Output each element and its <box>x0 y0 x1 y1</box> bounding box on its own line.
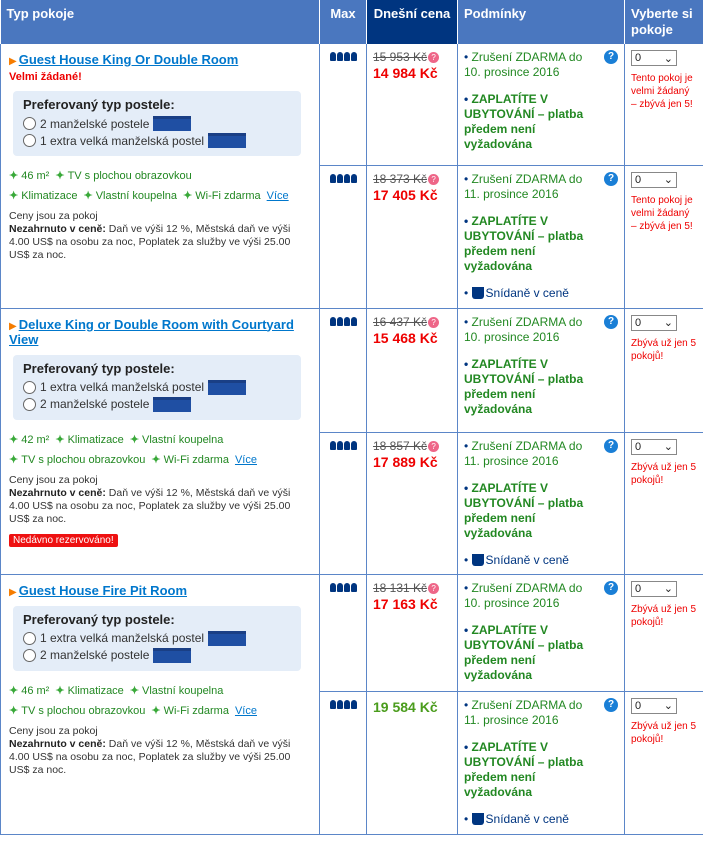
select-cell <box>625 691 703 834</box>
table-row <box>1 44 703 165</box>
room-quantity-select[interactable]: 0 ⌄ <box>631 50 677 66</box>
bed-preference-box <box>13 355 301 420</box>
rooms-left-text: Zbývá už jen 5 pokojů! <box>631 461 697 486</box>
radio-button[interactable] <box>23 134 36 147</box>
bed-option-label: 1 extra velká manželská postel <box>40 631 205 645</box>
facility-icon: ✦ <box>55 684 65 697</box>
facility-label: Wi-Fi zdarma <box>163 704 229 717</box>
old-price: 18 857 Kč <box>373 438 428 453</box>
facility-label: Klimatizace <box>67 433 124 446</box>
facility-icon: ✦ <box>151 453 161 466</box>
excluded-label: Nezahrnuto v ceně: <box>9 223 106 235</box>
rooms-left-text: Tento pokoj je velmi žádaný – zbývá jen 5! <box>631 194 693 232</box>
facility-label: TV s plochou obrazovkou <box>21 453 146 466</box>
facility-icon: ✦ <box>55 433 65 446</box>
room-name-link[interactable]: Deluxe King or Double Room with Courtyard View <box>9 316 294 347</box>
radio-button[interactable] <box>23 649 36 662</box>
cancellation-text: • Zrušení ZDARMA do 10. prosince 2016 <box>464 50 583 79</box>
current-price: 14 984 Kč <box>373 65 438 81</box>
occupancy-icon <box>326 315 360 326</box>
conditions-cell <box>458 44 625 165</box>
help-icon[interactable]: ? <box>604 315 618 329</box>
price-note-line: Ceny jsou za pokoj <box>9 724 98 737</box>
pay-at-property-text: • ZAPLATÍTE V UBYTOVÁNÍ – platba předem není vyžadována <box>464 739 584 799</box>
facility-icon: ✦ <box>55 170 65 182</box>
bed-option-label: 2 manželské postele <box>40 397 150 411</box>
bed-option-label: 2 manželské postele <box>40 648 150 662</box>
pay-at-property-text: • ZAPLATÍTE V UBYTOVÁNÍ – platba předem není vyžadována <box>464 480 584 540</box>
bed-option[interactable] <box>23 397 291 412</box>
coffee-cup-icon <box>472 287 484 299</box>
facility-icon: ✦ <box>83 190 93 202</box>
facilities <box>9 166 313 206</box>
conditions-cell <box>458 574 625 691</box>
bed-preference-title: Preferovaný typ postele: <box>23 360 175 376</box>
price-note <box>9 725 313 777</box>
bed-icon <box>208 631 246 646</box>
pay-at-property-text: • ZAPLATÍTE V UBYTOVÁNÍ – platba předem není vyžadována <box>464 622 584 682</box>
radio-button[interactable] <box>23 381 36 394</box>
facility-icon: ✦ <box>9 170 19 182</box>
bed-option[interactable] <box>23 648 291 663</box>
price-cell <box>367 308 458 432</box>
header-price: Dnešní cena <box>367 0 458 44</box>
occupancy-icon <box>326 172 360 183</box>
chevron-down-icon: ⌄ <box>663 700 673 712</box>
info-icon[interactable]: ? <box>428 317 439 328</box>
price-note-line: Ceny jsou za pokoj <box>9 210 98 222</box>
radio-button[interactable] <box>23 398 36 411</box>
facility-label: Vlastní koupelna <box>142 433 224 446</box>
facility-item <box>9 170 49 182</box>
max-occupancy-cell <box>320 308 367 432</box>
facility-item <box>9 434 49 446</box>
facility-icon: ✦ <box>183 190 193 202</box>
cancellation-text: • Zrušení ZDARMA do 11. prosince 2016 <box>464 697 583 727</box>
current-price: 19 584 Kč <box>373 698 438 715</box>
facility-item <box>183 190 261 202</box>
max-occupancy-cell <box>320 44 367 165</box>
header-max: Max <box>320 0 367 44</box>
bed-preference-title: Preferovaný typ postele: <box>23 611 175 627</box>
chevron-down-icon: ⌄ <box>663 52 673 65</box>
pay-at-property-text: • ZAPLATÍTE V UBYTOVÁNÍ – platba předem není vyžadována <box>464 213 584 273</box>
bed-option[interactable] <box>23 133 291 148</box>
info-icon[interactable]: ? <box>428 52 439 63</box>
select-cell <box>625 308 703 432</box>
room-type-cell <box>1 308 320 574</box>
cancellation-text: • Zrušení ZDARMA do 10. prosince 2016 <box>464 580 583 610</box>
bed-option-label: 1 extra velká manželská postel <box>40 133 205 148</box>
current-price: 17 889 Kč <box>373 453 438 470</box>
bed-icon <box>208 133 246 148</box>
excluded-text: Daň ve výši 12 %, Městská daň ve výši 4.00 US$ na osobu za noc, Poplatek za služby ve výši 25.00 US$ za noc. <box>9 737 291 776</box>
occupancy-icon <box>326 581 360 592</box>
max-occupancy-cell <box>320 432 367 574</box>
facility-label: Klimatizace <box>21 190 78 202</box>
old-price: 18 373 Kč <box>373 171 428 186</box>
excluded-label: Nezahrnuto v ceně: <box>9 486 106 499</box>
excluded-text: Daň ve výši 12 %, Městská daň ve výši 4.00 US$ na osobu za noc, Poplatek za služby ve výši 25.00 US$ za noc. <box>9 223 291 261</box>
facility-item <box>55 434 123 446</box>
facility-icon: ✦ <box>129 433 140 446</box>
pay-at-property-text: • ZAPLATÍTE V UBYTOVÁNÍ – platba předem není vyžadována <box>464 92 584 151</box>
price-cell <box>367 691 458 834</box>
price-cell <box>367 165 458 308</box>
info-icon[interactable]: ? <box>428 174 439 185</box>
select-cell <box>625 165 703 308</box>
price-note <box>9 210 313 262</box>
facility-label: 46 m² <box>21 170 50 182</box>
cancellation-text: • Zrušení ZDARMA do 10. prosince 2016 <box>464 314 583 344</box>
facility-item <box>9 685 49 697</box>
facility-icon: ✦ <box>9 453 19 466</box>
facility-icon: ✦ <box>151 704 161 717</box>
facilities <box>9 681 313 721</box>
facility-item <box>55 170 191 182</box>
facility-label: TV s plochou obrazovkou <box>21 704 146 717</box>
current-price: 17 405 Kč <box>373 186 438 203</box>
rooms-left-text: Zbývá už jen 5 pokojů! <box>631 720 697 745</box>
cancellation-text: • Zrušení ZDARMA do 11. prosince 2016 <box>464 438 583 468</box>
chevron-down-icon: ⌄ <box>663 174 673 186</box>
facility-item <box>9 705 145 717</box>
cancellation-text: • Zrušení ZDARMA do 11. prosince 2016 <box>464 171 583 201</box>
chevron-down-icon: ⌄ <box>663 441 673 453</box>
facility-icon: ✦ <box>9 704 19 717</box>
help-icon[interactable]: ? <box>604 50 618 64</box>
bed-preference-box <box>13 606 301 671</box>
more-link[interactable]: Více <box>266 190 289 202</box>
help-icon[interactable]: ? <box>604 439 618 453</box>
conditions-cell <box>458 165 625 308</box>
info-icon[interactable]: ? <box>428 583 439 594</box>
header-conditions: Podmínky <box>458 0 625 44</box>
facility-label: TV s plochou obrazovkou <box>67 170 192 182</box>
bed-icon <box>153 397 191 412</box>
help-icon[interactable]: ? <box>604 698 618 712</box>
conditions-cell <box>458 691 625 834</box>
old-price: 18 131 Kč <box>373 580 428 595</box>
info-icon[interactable]: ? <box>428 441 439 452</box>
old-price: 15 953 Kč <box>373 50 428 64</box>
coffee-cup-icon <box>472 554 484 566</box>
facility-item <box>130 685 224 697</box>
room-quantity-select[interactable]: 0 ⌄ <box>631 581 677 597</box>
rooms-left-text: Zbývá už jen 5 pokojů! <box>631 603 697 628</box>
room-quantity-select[interactable]: 0 ⌄ <box>631 439 677 455</box>
price-cell <box>367 574 458 691</box>
select-cell <box>625 574 703 691</box>
max-occupancy-cell <box>320 165 367 308</box>
excluded-label: Nezahrnuto v ceně: <box>9 737 106 750</box>
occupancy-icon <box>326 698 360 709</box>
max-occupancy-cell <box>320 691 367 834</box>
price-note-line: Ceny jsou za pokoj <box>9 473 98 486</box>
room-quantity-select[interactable]: 0 ⌄ <box>631 698 677 714</box>
arrow-icon: ▶ <box>9 586 17 598</box>
breakfast-included: • Snídaně v ceně <box>464 285 569 300</box>
bed-icon <box>153 648 191 663</box>
radio-button[interactable] <box>23 632 36 645</box>
facility-label: Klimatizace <box>67 684 124 697</box>
pay-at-property-text: • ZAPLATÍTE V UBYTOVÁNÍ – platba předem není vyžadována <box>464 356 584 416</box>
max-occupancy-cell <box>320 574 367 691</box>
facility-label: Vlastní koupelna <box>95 190 178 202</box>
facility-icon: ✦ <box>9 433 19 446</box>
facilities <box>9 430 313 470</box>
facility-label: Vlastní koupelna <box>142 684 224 697</box>
chevron-down-icon: ⌄ <box>663 317 673 329</box>
breakfast-included: • Snídaně v ceně <box>464 552 569 567</box>
help-icon[interactable]: ? <box>604 172 618 186</box>
rooms-left-text: Tento pokoj je velmi žádaný – zbývá jen 5! <box>631 73 693 110</box>
rooms-left-text: Zbývá už jen 5 pokojů! <box>631 337 697 362</box>
facility-item <box>151 705 229 717</box>
bed-option[interactable] <box>23 380 291 395</box>
facility-item <box>9 454 145 466</box>
facility-label: Wi-Fi zdarma <box>195 190 261 202</box>
chevron-down-icon: ⌄ <box>663 583 673 595</box>
price-note <box>9 474 313 526</box>
more-link[interactable]: Více <box>234 704 257 717</box>
current-price: 15 468 Kč <box>373 329 438 346</box>
recently-booked-badge: Nedávno rezervováno! <box>9 534 118 547</box>
occupancy-icon <box>326 50 360 61</box>
room-type-cell <box>1 574 320 834</box>
select-cell <box>625 44 703 165</box>
room-quantity-select[interactable]: 0 ⌄ <box>631 172 677 188</box>
table-row <box>1 308 703 432</box>
arrow-icon: ▶ <box>9 320 17 332</box>
facility-item <box>9 190 77 202</box>
facility-label: 46 m² <box>21 684 50 697</box>
header-row <box>1 0 703 44</box>
excluded-text: Daň ve výši 12 %, Městská daň ve výši 4.00 US$ na osobu za noc, Poplatek za služby ve výši 25.00 US$ za noc. <box>9 486 291 525</box>
old-price: 16 437 Kč <box>373 314 428 329</box>
room-name-link[interactable]: Guest House King Or Double Room <box>18 52 239 67</box>
bed-option-label: 2 manželské postele <box>40 116 150 131</box>
header-select: Vyberte si pokoje <box>625 0 703 44</box>
room-name-link[interactable]: Guest House Fire Pit Room <box>18 582 188 598</box>
conditions-cell <box>458 432 625 574</box>
bed-preference-box <box>13 91 301 156</box>
header-room-type: Typ pokoje <box>1 0 320 44</box>
bed-option[interactable] <box>23 631 291 646</box>
facility-label: 42 m² <box>21 433 50 446</box>
room-quantity-select[interactable]: 0 ⌄ <box>631 315 677 331</box>
bed-option-label: 1 extra velká manželská postel <box>40 380 205 394</box>
help-icon[interactable]: ? <box>604 581 618 595</box>
room-type-cell <box>1 44 320 308</box>
current-price: 17 163 Kč <box>373 595 438 612</box>
facility-item <box>55 685 123 697</box>
occupancy-icon <box>326 439 360 450</box>
bed-option[interactable] <box>23 116 291 131</box>
facility-icon: ✦ <box>9 684 19 697</box>
price-cell <box>367 432 458 574</box>
facility-icon: ✦ <box>129 684 140 697</box>
breakfast-included: • Snídaně v ceně <box>464 811 569 826</box>
facility-item <box>151 454 229 466</box>
conditions-cell <box>458 308 625 432</box>
facility-label: Wi-Fi zdarma <box>163 453 229 466</box>
facility-item <box>83 190 177 202</box>
bed-icon <box>153 116 191 131</box>
more-link[interactable]: Více <box>234 453 257 466</box>
coffee-cup-icon <box>472 813 484 825</box>
bed-icon <box>208 380 246 395</box>
price-cell <box>367 44 458 165</box>
arrow-icon: ▶ <box>9 56 17 67</box>
select-cell <box>625 432 703 574</box>
bed-preference-title: Preferovaný typ postele: <box>23 97 175 112</box>
radio-button[interactable] <box>23 117 36 130</box>
facility-item <box>130 434 224 446</box>
facility-icon: ✦ <box>9 190 19 202</box>
demand-label: Velmi žádané! <box>9 71 82 83</box>
table-row <box>1 574 703 691</box>
